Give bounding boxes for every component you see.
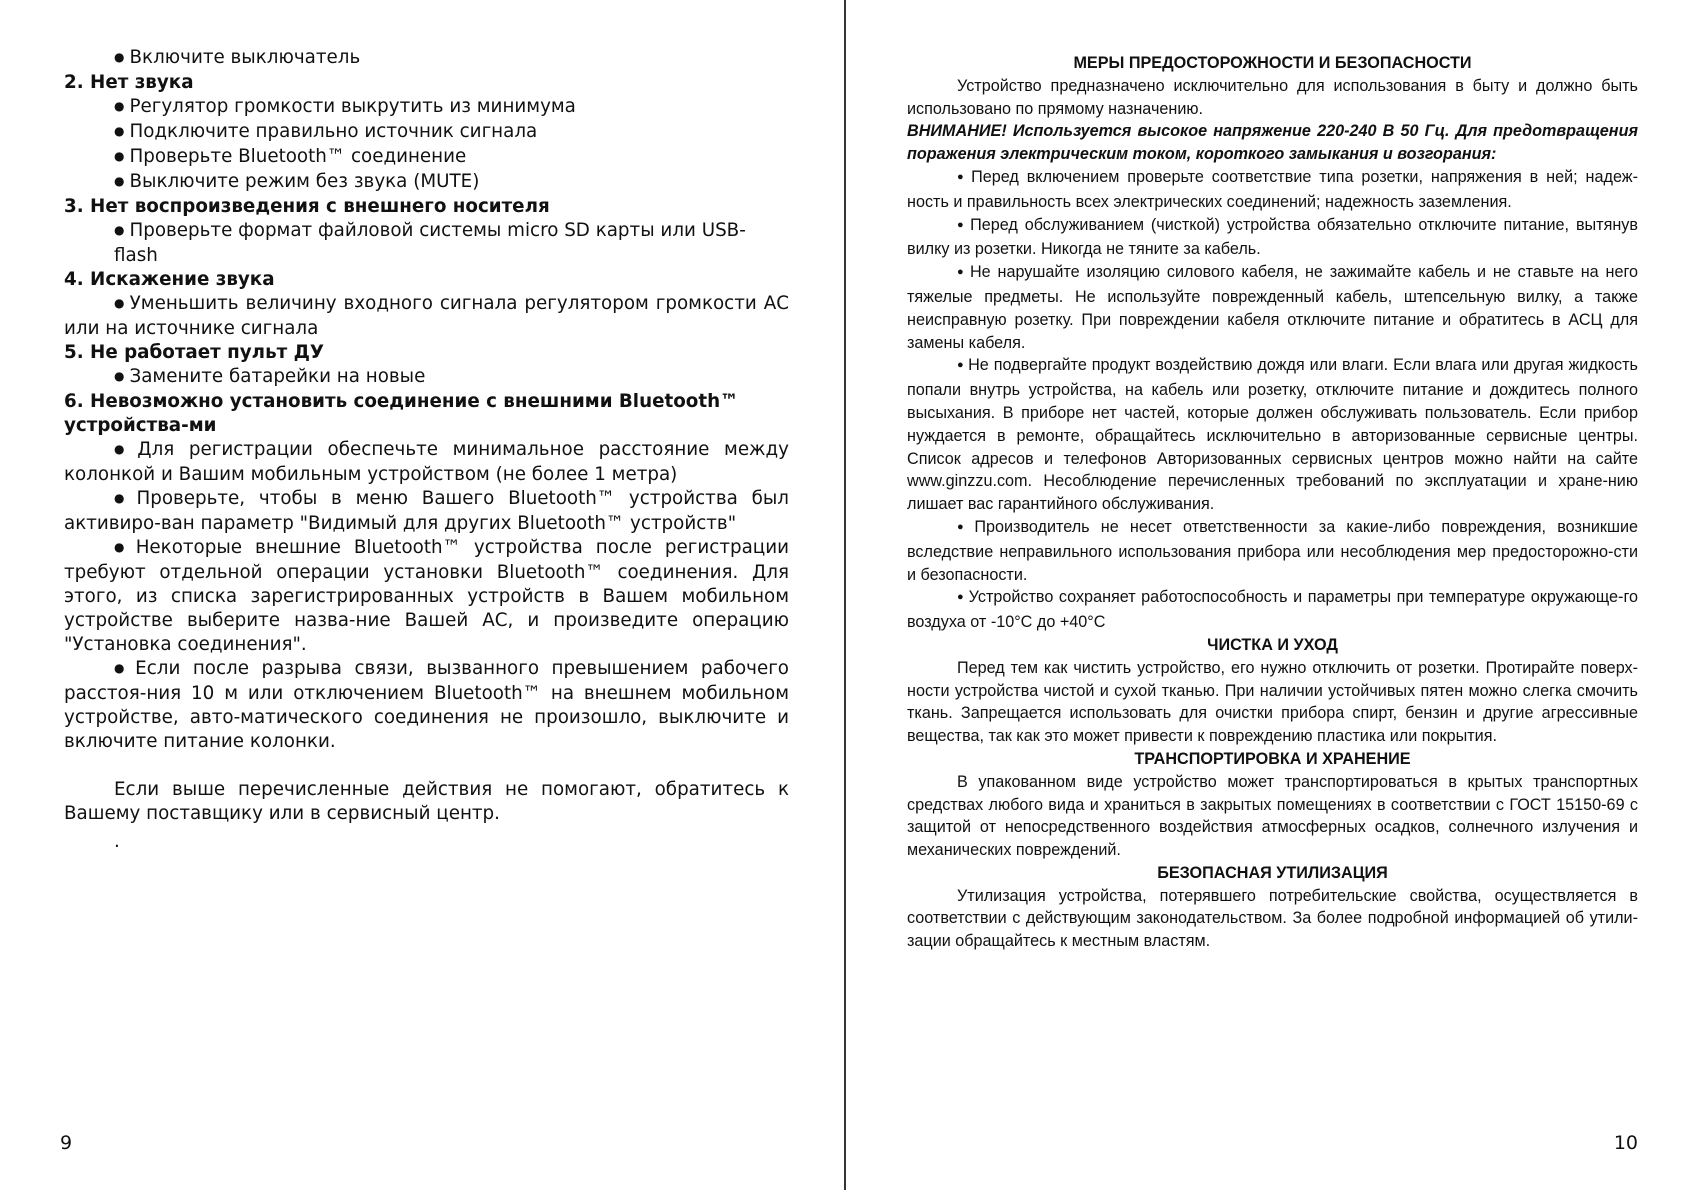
safety-bullet [907, 261, 1638, 354]
paragraph-text: Для регистрации обеспечьте минимальное расстояние между колонкой и Вашим мобильным устройством (не более 1 метра) [64, 439, 789, 485]
bullet-icon: ● [114, 661, 132, 675]
warning-text: ВНИМАНИЕ! Используется высокое напряжение 220-240 В 50 Гц. Для предотвращения поражения электрическим током, короткого замыкания и возгорания: [907, 122, 1638, 164]
page-divider [844, 0, 846, 1190]
safety-bullet [907, 516, 1638, 586]
section-heading: 2. Нет звука [64, 72, 194, 93]
section-title: ТРАНСПОРТИРОВКА И ХРАНЕНИЕ [1134, 749, 1411, 768]
paragraph-text: Перед включением проверьте соответствие типа розетки, напряжения в ней; надеж-ность и правильность всех электрических соединений; надежность заземления. [907, 167, 1638, 211]
paragraph-text: Проверьте, чтобы в меню Вашего Bluetooth™ устройства был активиро-ван параметр "Видимый для других Bluetooth™ устройств" [64, 488, 789, 534]
distortion-paragraph [64, 292, 789, 341]
bluetooth-paragraph [64, 487, 789, 536]
list-item: ● Регулятор громкости выкрутить из минимума [114, 95, 789, 120]
paragraph: Перед тем как чистить устройство, его нужно отключить от розетки. Протирайте поверх-ности устройства чистой и сухой тканью. При наличии устойчивых пятен можно слегка смочить ткань. Запрещается использовать для очистки прибора спирт, бензин и другие агрессивные вещества, так как это может привести к повреждению пластика или покрытия. [907, 658, 1638, 746]
paragraph-text: Уменьшить величину входного сигнала регулятором громкости АС или на источнике сигнала [64, 293, 789, 339]
safety-bullet [907, 586, 1638, 634]
bullet-icon: ● [957, 359, 965, 372]
bluetooth-paragraph [64, 657, 789, 754]
paragraph-text: Некоторые внешние Bluetooth™ устройства после регистрации требуют отдельной операции установки Bluetooth™ соединения. Для этого, из списка зарегистрированных устройств в Вашем мобильном устройстве выберите назва-ние Вашей АС, и произведите операцию "Установка соединения". [64, 537, 789, 655]
stray-mark: . [114, 831, 120, 852]
paragraph-text: Не нарушайте изоляцию силового кабеля, не зажимайте кабель и не ставьте на него тяжелые предметы. Не используйте поврежденный кабель, штепсельную вилку, а также неисправную розетку. При повреждении кабеля отключите питание и обратитесь в АСЦ для замены кабеля. [907, 263, 1638, 352]
paragraph-text: Перед обслуживанием (чисткой) устройства обязательно отключите питание, вытянув вилку из розетки. Никогда не тяните за кабель. [907, 215, 1638, 259]
paragraph-text: Не подвергайте продукт воздействию дождя или влаги. Если влага или другая жидкость попали внутрь устройства, на кабель или розетку, отключите питание и дождитесь полного высыхания. В приборе нет частей, которые должен обслуживать пользователь. Если прибор нуждается в ремонте, обращайтесь исключительно в авторизованные сервисные центры. Список адресов и телефонов Авторизованных сервисных центров можно найти на сайте www.ginzzu.com. Несоблюдение перечисленных требований по эксплуатации и хране-нию лишает вас гарантийного обслуживания. [907, 356, 1638, 514]
section-heading: 4. Искажение звука [64, 269, 275, 290]
bullet-icon: ● [114, 491, 133, 505]
paragraph-text: Если после разрыва связи, вызванного превышением рабочего расстоя-ния 10 м или отключением Bluetooth™ на внешнем мобильном устройстве, авто-матического соединения не произошло, выключите и включите питание колонки. [64, 658, 789, 752]
spacer [64, 754, 789, 778]
bullet-icon: ● [957, 170, 968, 183]
list-item: ● Замените батарейки на новые [114, 365, 789, 390]
section-heading: 6. Невозможно установить соединение с внешними Bluetooth™ устройства-ми [64, 391, 739, 436]
section-heading: 3. Нет воспроизведения с внешнего носителя [64, 196, 550, 217]
page-number: 10 [1613, 1132, 1638, 1154]
page-number: 9 [60, 1132, 73, 1154]
bluetooth-paragraph [64, 438, 789, 487]
section-title: БЕЗОПАСНАЯ УТИЛИЗАЦИЯ [1157, 863, 1388, 882]
bullet-icon: ● [957, 520, 971, 533]
bullet-icon: ● [114, 540, 132, 554]
safety-bullet [907, 166, 1638, 214]
paragraph-text: Производитель не несет ответственности за какие-либо повреждения, возникшие вследствие неправильного использования прибора или несоблюдения мер предосторожно-сти и безопасности. [907, 517, 1638, 584]
section-title: МЕРЫ ПРЕДОСТОРОЖНОСТИ И БЕЗОПАСНОСТИ [1073, 54, 1472, 72]
section-heading: 5. Не работает пульт ДУ [64, 342, 324, 363]
list-item: ● Выключите режим без звука (MUTE) [114, 170, 789, 195]
list-item: ● Проверьте формат файловой системы micro SD карты или USB-flash [114, 219, 789, 268]
closing-paragraph: Если выше перечисленные действия не помогают, обратитесь к Вашему поставщику или в сервисный центр. [64, 779, 789, 824]
section-title: ЧИСТКА И УХОД [1207, 635, 1338, 654]
paragraph: Устройство предназначено исключительно для использования в быту и должно быть использовано по прямому назначению. [907, 76, 1638, 118]
bullet-icon: ● [957, 591, 965, 604]
list-item: ● Включите выключатель [114, 46, 789, 71]
list-item: ● Подключите правильно источник сигнала [114, 120, 789, 145]
bullet-icon: ● [957, 266, 966, 279]
right-page [847, 0, 1682, 1190]
list-item: ● Проверьте Bluetooth™ соединение [114, 145, 789, 170]
bullet-icon: ● [957, 218, 967, 231]
paragraph-text: Устройство сохраняет работоспособность и параметры при температуре окружающе-го воздуха от -10°С до +40°С [907, 588, 1638, 632]
bullet-icon: ● [114, 442, 134, 456]
paragraph: В упакованном виде устройство может транспортироваться в крытых транспортных средствах любого вида и храниться в закрытых помещениях в соответствии с ГОСТ 15150-69 с защитой от непосредственного воздействия атмосферных осадков, солнечного излучения и механических повреждений. [907, 772, 1638, 860]
bullet-icon: ● [114, 296, 126, 310]
safety-bullet [907, 214, 1638, 262]
safety-bullet [907, 354, 1638, 516]
bluetooth-paragraph [64, 536, 789, 657]
paragraph: Утилизация устройства, потерявшего потребительские свойства, осуществляется в соответствии с действующим законодательством. За более подробной информацией об утили-зации обращайтесь к местным властям. [907, 886, 1638, 951]
